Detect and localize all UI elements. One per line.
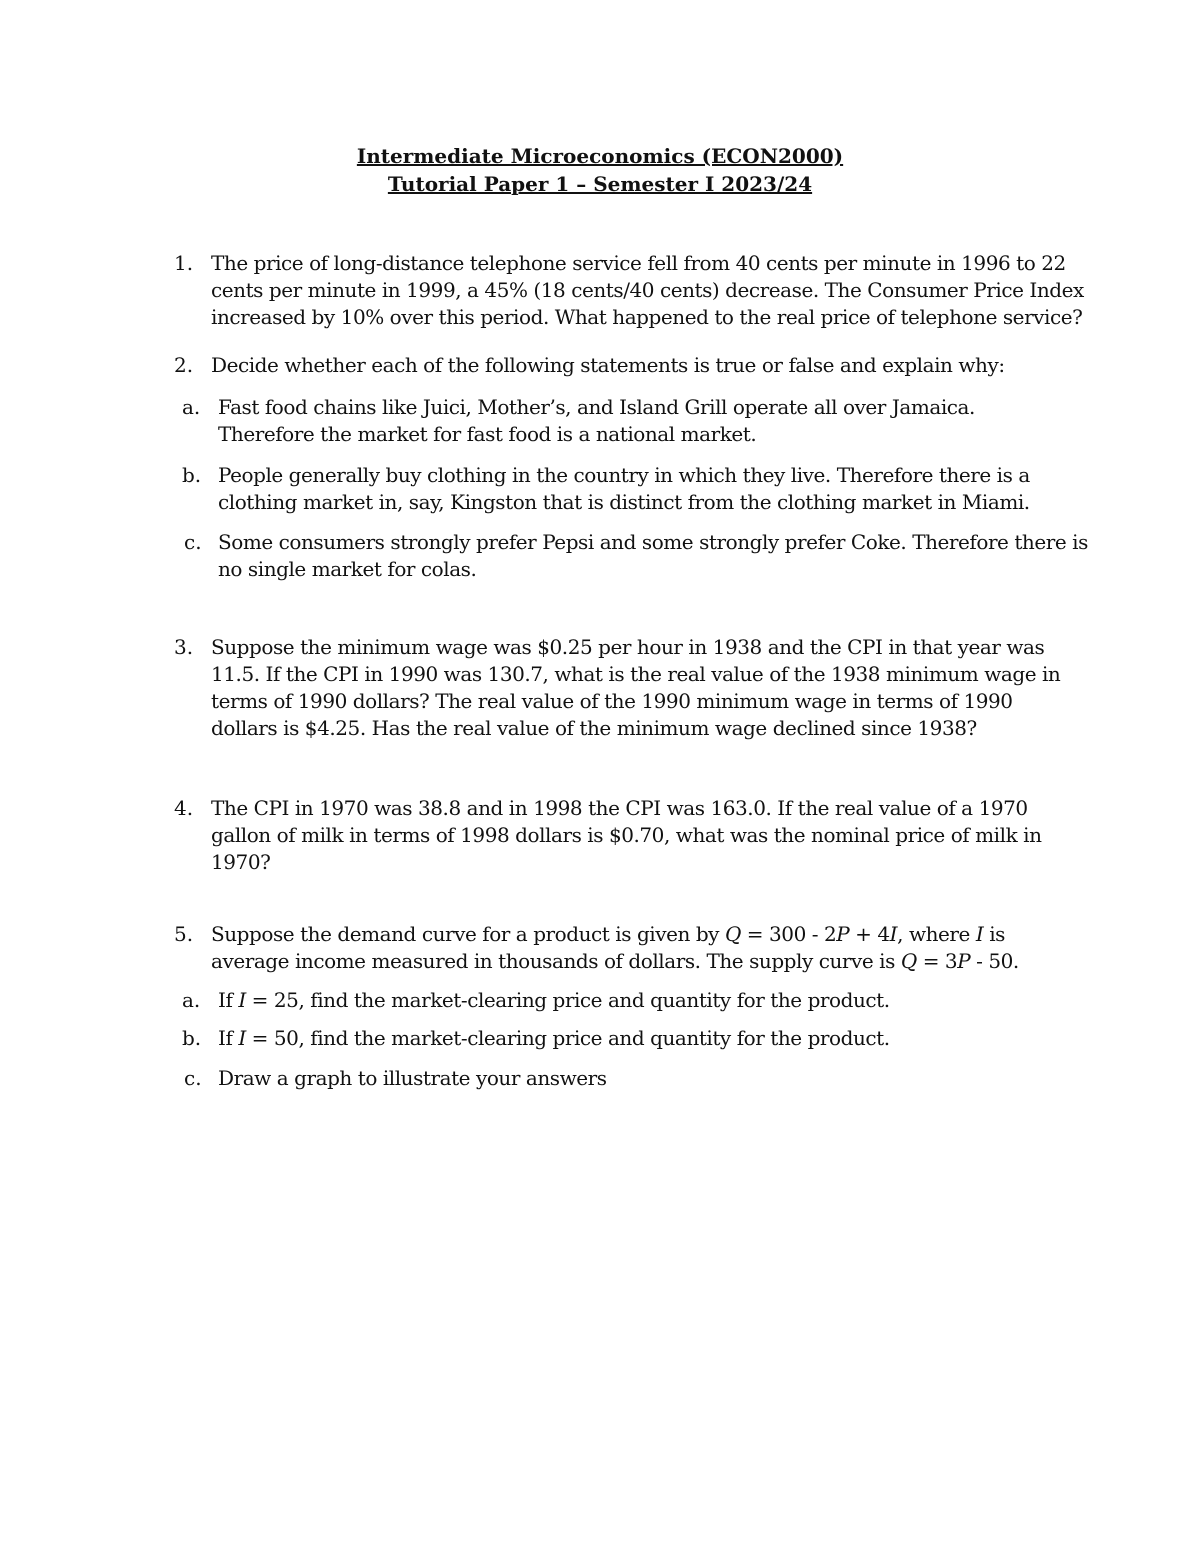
question-1-line-3: increased by 10% over this period. What happened to the real price of telephone service?	[211, 305, 1083, 329]
question-5a-letter: a.	[182, 988, 201, 1012]
question-3-line-4: dollars is $4.25. Has the real value of the minimum wage declined since 1938?	[211, 716, 977, 740]
course-title: Intermediate Microeconomics (ECON2000)	[356, 144, 844, 168]
question-3-line-3: terms of 1990 dollars? The real value of the 1990 minimum wage in terms of 1990	[211, 689, 1013, 713]
question-1-line-1: The price of long-distance telephone service fell from 40 cents per minute in 1996 to 22	[211, 251, 1066, 275]
question-4-line-1: The CPI in 1970 was 38.8 and in 1998 the CPI was 163.0. If the real value of a 1970	[211, 796, 1028, 820]
question-2a-line-2: Therefore the market for fast food is a national market.	[218, 422, 757, 446]
question-4-number: 4.	[174, 796, 194, 820]
question-4-line-2: gallon of milk in terms of 1998 dollars is $0.70, what was the nominal price of milk in	[211, 823, 1042, 847]
question-2-line-1: Decide whether each of the following statements is true or false and explain why:	[211, 353, 1005, 377]
document-header	[0, 142, 1200, 198]
question-5-line-1: Suppose the demand curve for a product is given by Q = 300 - 2P + 4I, where I is	[211, 922, 1005, 946]
question-3-line-1: Suppose the minimum wage was $0.25 per hour in 1938 and the CPI in that year was	[211, 635, 1045, 659]
question-2a-line-1: Fast food chains like Juici, Mother’s, and Island Grill operate all over Jamaica.	[218, 395, 975, 419]
question-1-line-2: cents per minute in 1999, a 45% (18 cents/40 cents) decrease. The Consumer Price Index	[211, 278, 1084, 302]
question-2b-letter: b.	[182, 463, 202, 487]
question-5-number: 5.	[174, 922, 194, 946]
question-3-number: 3.	[174, 635, 194, 659]
question-2-number: 2.	[174, 353, 194, 377]
question-5-line-2: average income measured in thousands of dollars. The supply curve is Q = 3P - 50.	[211, 949, 1019, 973]
question-5b-line: If I = 50, find the market-clearing price and quantity for the product.	[218, 1026, 890, 1050]
question-5a-line: If I = 25, find the market-clearing price and quantity for the product.	[218, 988, 890, 1012]
question-2b-line-2: clothing market in, say, Kingston that is distinct from the clothing market in Miami.	[218, 490, 1030, 514]
question-2c-line-2: no single market for colas.	[218, 557, 477, 581]
question-5b-letter: b.	[182, 1026, 202, 1050]
question-3-line-2: 11.5. If the CPI in 1990 was 130.7, what is the real value of the 1938 minimum wage in	[211, 662, 1061, 686]
question-5c-line: Draw a graph to illustrate your answers	[218, 1066, 607, 1090]
question-5c-letter: c.	[184, 1066, 202, 1090]
question-2b-line-1: People generally buy clothing in the country in which they live. Therefore there is a	[218, 463, 1030, 487]
question-2c-letter: c.	[184, 530, 202, 554]
paper-title: Tutorial Paper 1 – Semester I 2023/24	[387, 172, 813, 196]
question-2c-line-1: Some consumers strongly prefer Pepsi and some strongly prefer Coke. Therefore there is	[218, 530, 1088, 554]
question-4-line-3: 1970?	[211, 850, 271, 874]
question-1-number: 1.	[174, 251, 194, 275]
question-2a-letter: a.	[182, 395, 201, 419]
